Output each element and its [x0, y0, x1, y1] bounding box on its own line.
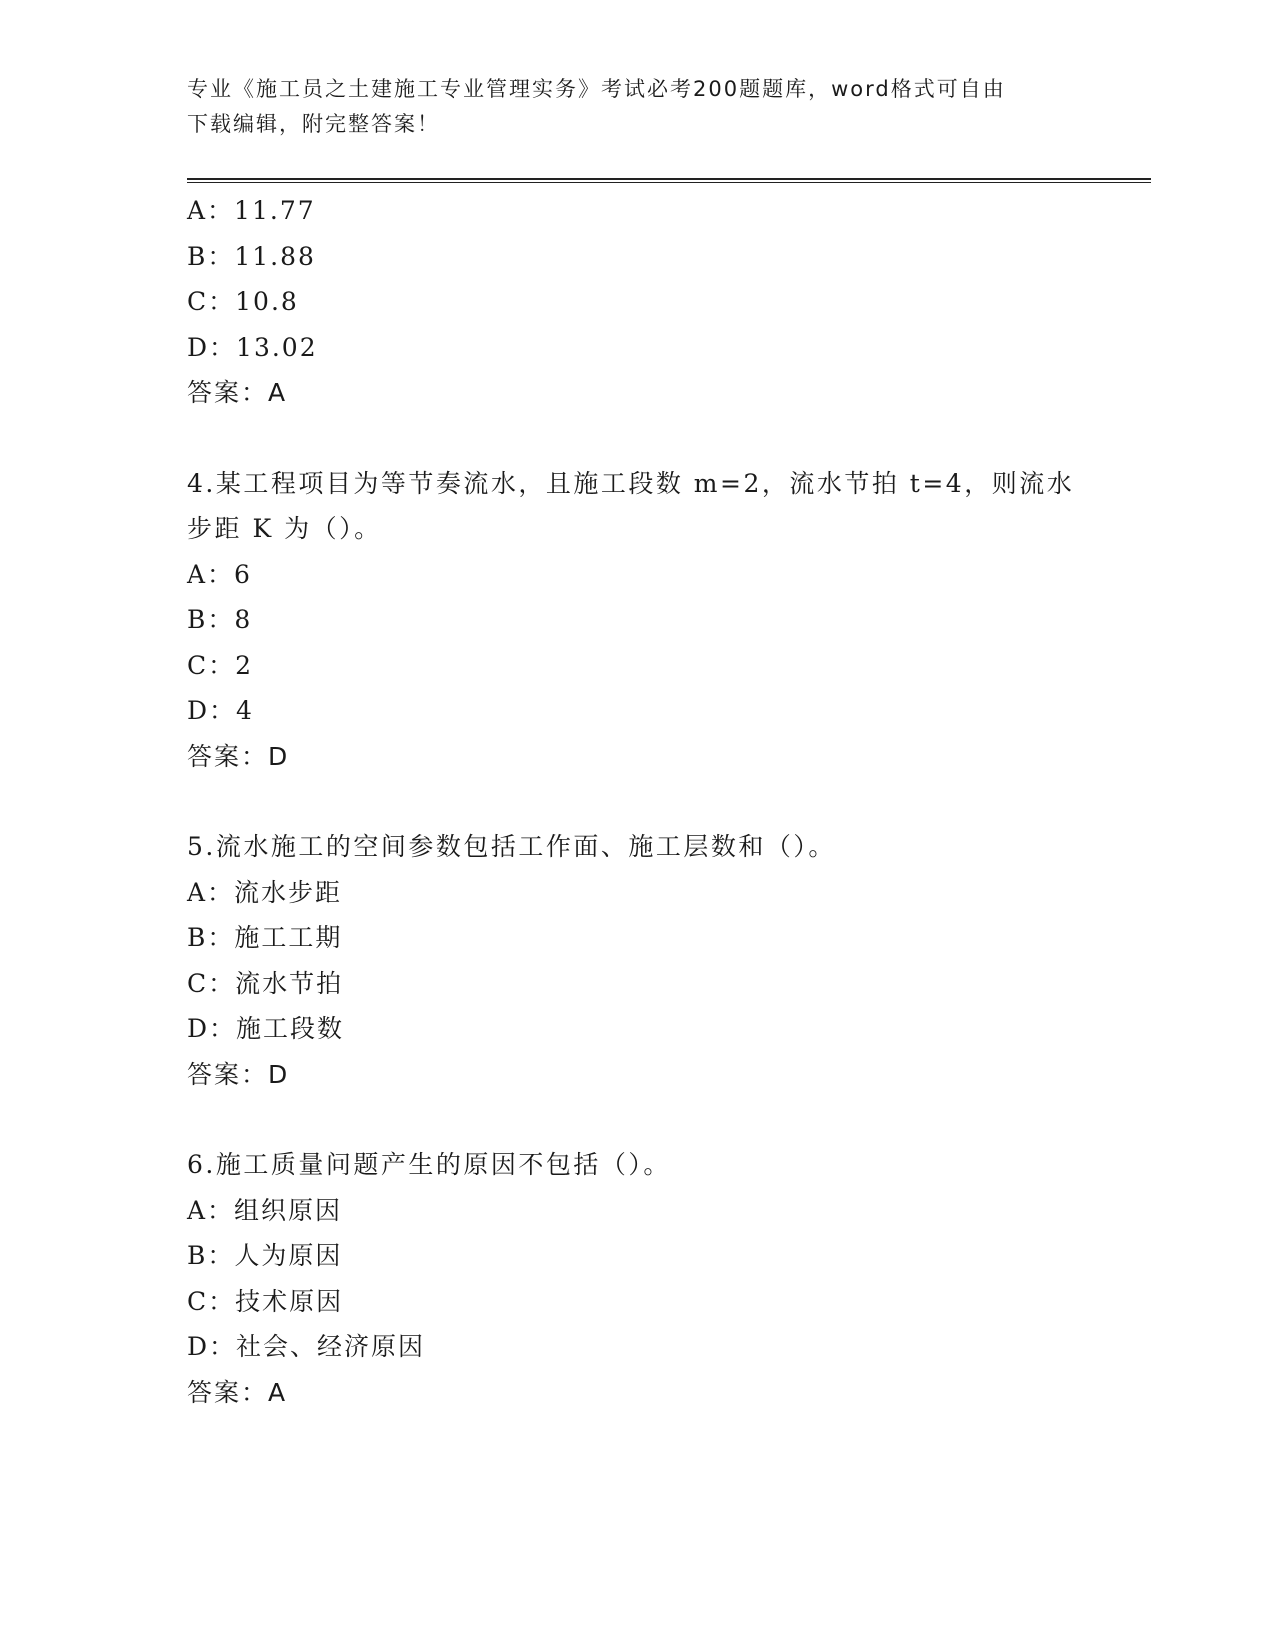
option-a: A：流水步距: [187, 877, 343, 907]
option-a: A：11.77: [187, 196, 316, 225]
answer-line: 答案：D: [187, 741, 290, 771]
option-d: D：施工段数: [187, 1014, 345, 1043]
question-list: [187, 188, 1087, 1415]
option-d: D：4: [187, 696, 254, 725]
answer-line: 答案：A: [187, 1377, 288, 1407]
option-c: C：10.8: [187, 287, 299, 316]
question-4-block: [187, 461, 1087, 780]
option-d: D：社会、经济原因: [187, 1332, 426, 1361]
option-c: C：技术原因: [187, 1286, 344, 1316]
header-divider-thick: [187, 178, 1151, 180]
option-a: A：6: [187, 559, 252, 589]
option-a: A：组织原因: [187, 1195, 343, 1225]
option-d: D：13.02: [187, 332, 318, 362]
question-text: 5.流水施工的空间参数包括工作面、施工层数和（）。: [187, 832, 836, 861]
header-divider-thin: [187, 182, 1151, 183]
header-line-2: 下载编辑，附完整答案！: [187, 112, 440, 136]
option-b: B：11.88: [187, 241, 316, 271]
question-6-block: [187, 1142, 1087, 1415]
question-text-line-1: 4.某工程项目为等节奏流水，且施工段数 m=2，流水节拍 t=4，则流水: [187, 468, 1075, 498]
option-c: C：流水节拍: [187, 968, 344, 998]
header-line-1: 专业《施工员之土建施工专业管理实务》考试必考200题题库，word格式可自由: [187, 77, 1006, 101]
question-5-block: [187, 824, 1087, 1097]
question-3-block: [187, 188, 1087, 416]
option-b: B：人为原因: [187, 1241, 343, 1270]
answer-line: 答案：D: [187, 1059, 290, 1089]
option-c: C：2: [187, 650, 254, 680]
document-header: [187, 72, 1087, 142]
answer-line: 答案：A: [187, 378, 288, 407]
question-text: 6.施工质量问题产生的原因不包括（）。: [187, 1150, 671, 1179]
question-text-line-2: 步距 K 为（）。: [187, 514, 382, 543]
option-b: B：施工工期: [187, 923, 343, 952]
option-b: B：8: [187, 605, 253, 634]
